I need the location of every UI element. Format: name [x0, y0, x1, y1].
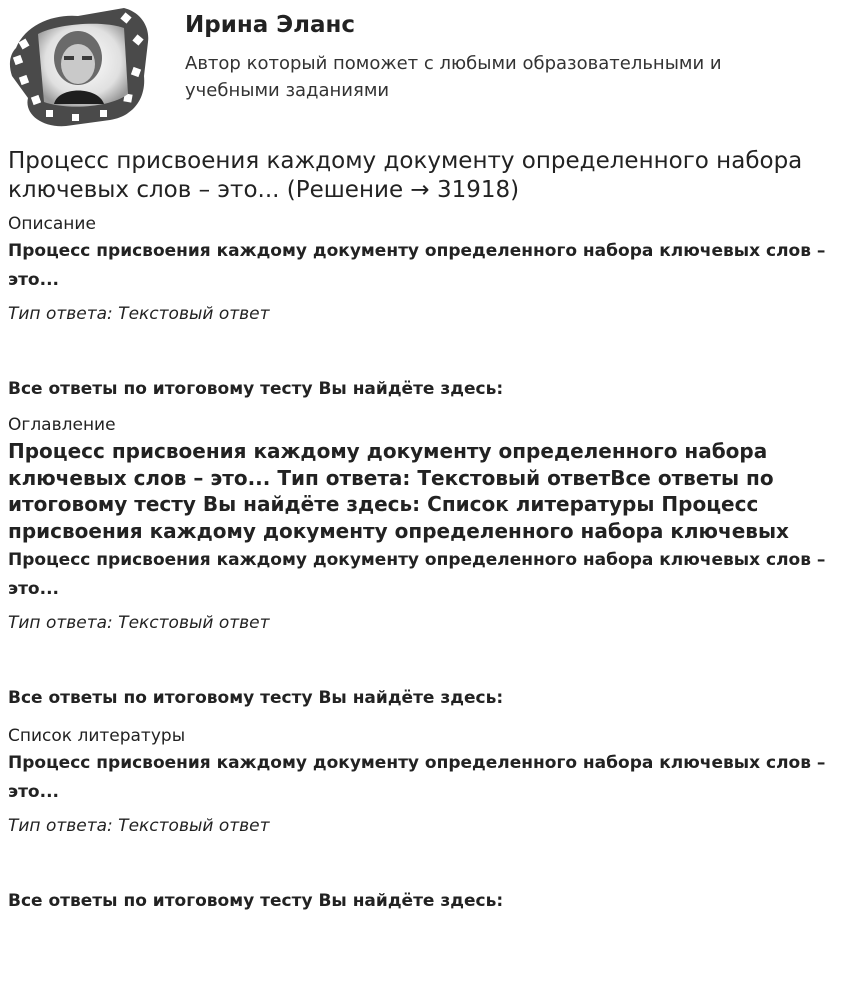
all-answers-link[interactable]: Все ответы по итоговому тесту Вы найдёте здесь: [8, 891, 504, 911]
toc-section [8, 414, 843, 709]
all-answers-link[interactable]: Все ответы по итоговому тесту Вы найдёте здесь: [8, 688, 504, 708]
answer-type: Тип ответа: Текстовый ответ [8, 304, 270, 324]
author-name[interactable]: Ирина Эланс [185, 12, 356, 38]
film-frame-avatar-icon[interactable] [6, 6, 152, 128]
section-label-description: Описание [8, 214, 96, 234]
answer-type: Тип ответа: Текстовый ответ [8, 816, 270, 836]
question-text: Процесс присвоения каждому документу определенного набора ключевых слов – это... [8, 753, 826, 802]
section-label-literature: Список литературы [8, 726, 186, 746]
all-answers-link[interactable]: Все ответы по итоговому тесту Вы найдёте здесь: [8, 379, 504, 399]
main-content [8, 147, 843, 912]
author-description: Автор который поможет с любыми образовательными и учебными заданиями [185, 53, 722, 101]
description-section [8, 213, 843, 400]
page-title: Процесс присвоения каждому документу определенного набора ключевых слов – это... (Решение → 31918) [8, 148, 803, 203]
section-label-toc: Оглавление [8, 415, 116, 435]
toc-summary: Процесс присвоения каждому документу определенного набора ключевых слов – это... Тип ответа: Текстовый ответВсе ответы по итоговому тесту Вы найдёте здесь: Список литературы Процесс присвоения каждому документу определенного набора ключевых [8, 439, 789, 543]
answer-type: Тип ответа: Текстовый ответ [8, 613, 270, 633]
question-text: Процесс присвоения каждому документу определенного набора ключевых слов – это... [8, 550, 826, 599]
question-text: Процесс присвоения каждому документу определенного набора ключевых слов – это... [8, 241, 826, 290]
literature-section [8, 725, 843, 912]
author-card [0, 0, 847, 140]
